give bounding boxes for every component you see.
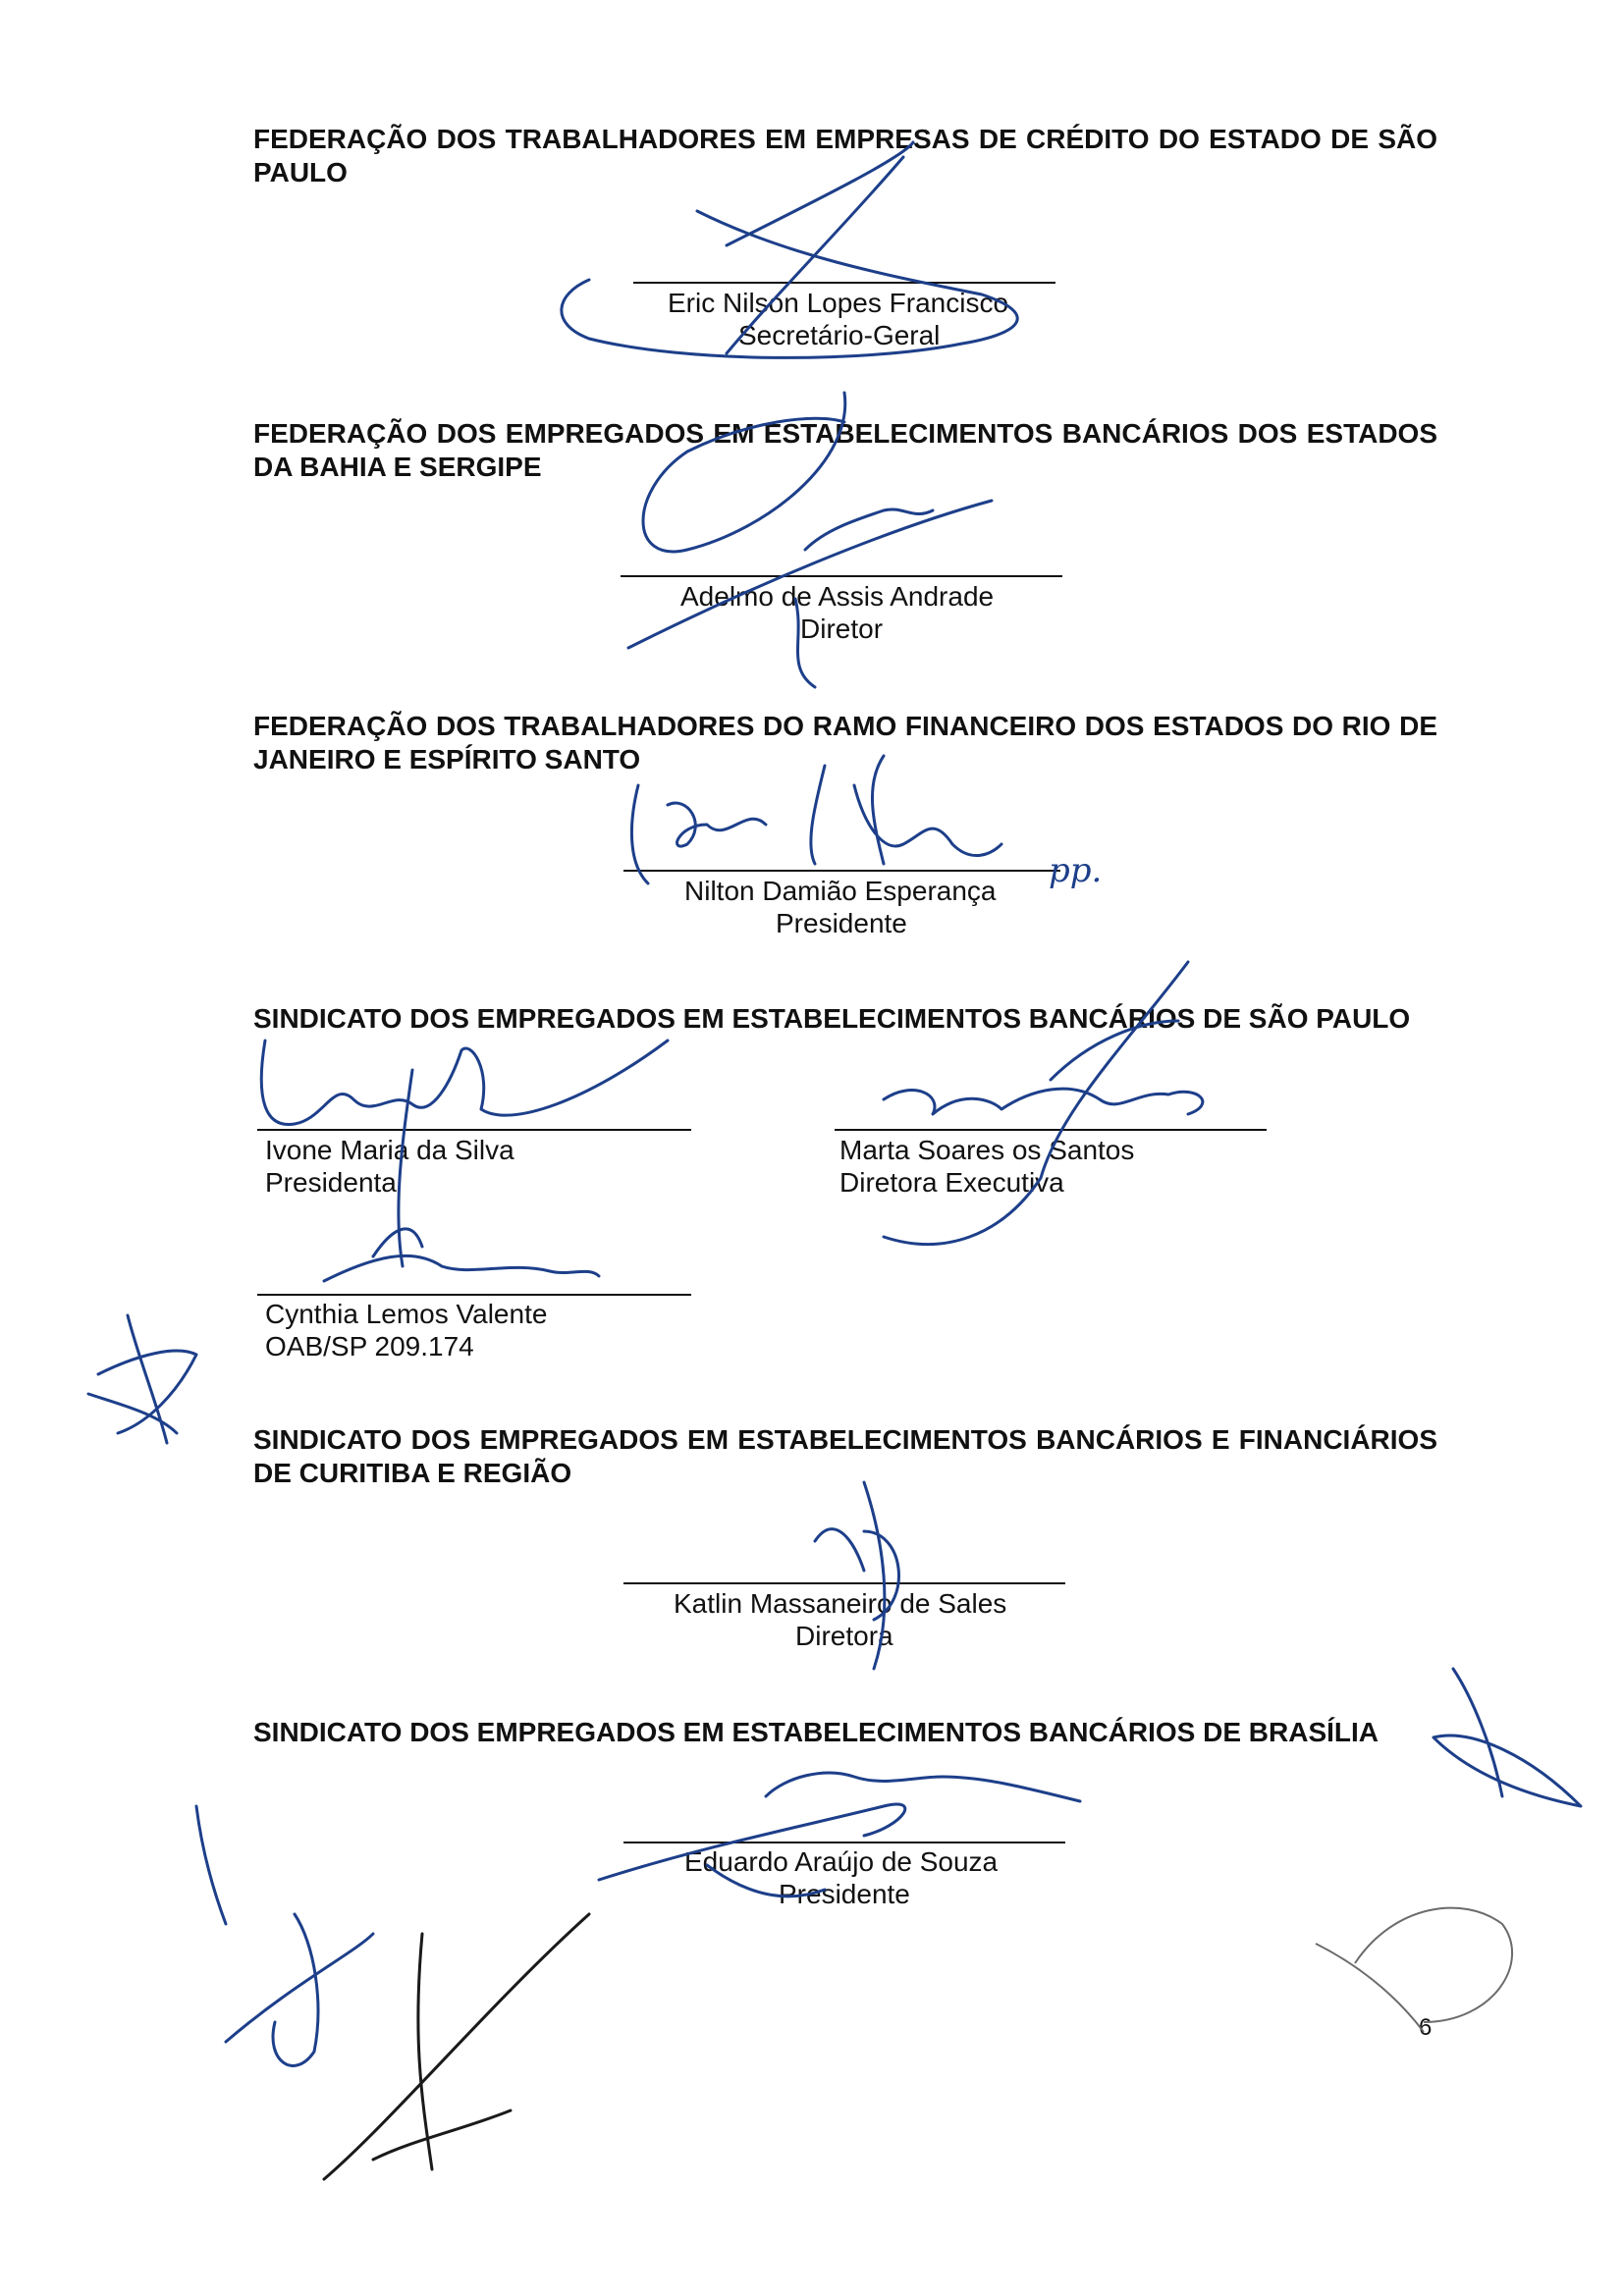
margin-initial-bottom-left-2 [226, 1914, 373, 2065]
signature-line-marta [835, 1129, 1267, 1131]
signature-line-nilton [623, 870, 1060, 872]
margin-initial-bottom-right [1316, 1908, 1512, 2032]
signatory-role-marta: Diretora Executiva [839, 1167, 1064, 1198]
signature-line-adelmo [621, 575, 1062, 577]
signatory-role-katlin: Diretora [795, 1621, 893, 1651]
margin-initial-bottom-left-1 [196, 1806, 226, 1924]
signature-line-eric [633, 282, 1055, 284]
heading-fetraf-rj-es: FEDERAÇÃO DOS TRABALHADORES DO RAMO FINANCEIRO DOS ESTADOS DO RIO DE JANEIRO E ESPÍRITO SANTO [253, 711, 1437, 774]
heading-seeb-brasilia: SINDICATO DOS EMPREGADOS EM ESTABELECIMENTOS BANCÁRIOS DE BRASÍLIA [253, 1717, 1380, 1747]
margin-initial-left [88, 1315, 196, 1443]
signatory-name-cynthia: Cynthia Lemos Valente [265, 1299, 548, 1329]
pp-mark: pp. [1049, 851, 1103, 890]
signatory-name-katlin: Katlin Massaneiro de Sales [674, 1588, 1007, 1619]
signatory-role-ivone: Presidenta [265, 1167, 397, 1198]
heading-feeb-ba-se: FEDERAÇÃO DOS EMPREGADOS EM ESTABELECIMENTOS BANCÁRIOS DOS ESTADOS DA BAHIA E SERGIPE [253, 418, 1437, 482]
margin-initial-bottom-center [324, 1914, 589, 2179]
signatory-name-nilton: Nilton Damião Esperança [684, 876, 997, 906]
heading-fetec-sp: FEDERAÇÃO DOS TRABALHADORES EM EMPRESAS DE CRÉDITO DO ESTADO DE SÃO PAULO [253, 124, 1437, 187]
signature-line-cynthia [257, 1294, 691, 1296]
page-number: 6 [1419, 2014, 1433, 2041]
signatory-role-nilton: Presidente [776, 908, 907, 938]
signatory-role-cynthia: OAB/SP 209.174 [265, 1331, 474, 1362]
signatory-name-eduardo: Eduardo Araújo de Souza [684, 1846, 999, 1877]
signature-cynthia [324, 1229, 599, 1281]
signatory-role-eric: Secretário-Geral [738, 320, 941, 350]
signatory-name-marta: Marta Soares os Santos [839, 1135, 1135, 1165]
signatory-name-eric: Eric Nilson Lopes Francisco [668, 288, 1009, 318]
heading-seeb-sp: SINDICATO DOS EMPREGADOS EM ESTABELECIMENTOS BANCÁRIOS DE SÃO PAULO [253, 1003, 1411, 1034]
signatory-name-adelmo: Adelmo de Assis Andrade [680, 581, 995, 612]
signature-marta [884, 1089, 1203, 1114]
margin-initial-right [1434, 1669, 1581, 1806]
signatory-name-ivone: Ivone Maria da Silva [265, 1135, 514, 1165]
signature-line-eduardo [623, 1842, 1065, 1843]
signature-line-katlin [623, 1582, 1065, 1584]
signature-line-ivone [257, 1129, 691, 1131]
signatory-role-eduardo: Presidente [779, 1879, 910, 1909]
heading-seeb-curitiba: SINDICATO DOS EMPREGADOS EM ESTABELECIMENTOS BANCÁRIOS E FINANCIÁRIOS DE CURITIBA E REGIÃO [253, 1424, 1437, 1488]
signatory-role-adelmo: Diretor [800, 614, 884, 644]
